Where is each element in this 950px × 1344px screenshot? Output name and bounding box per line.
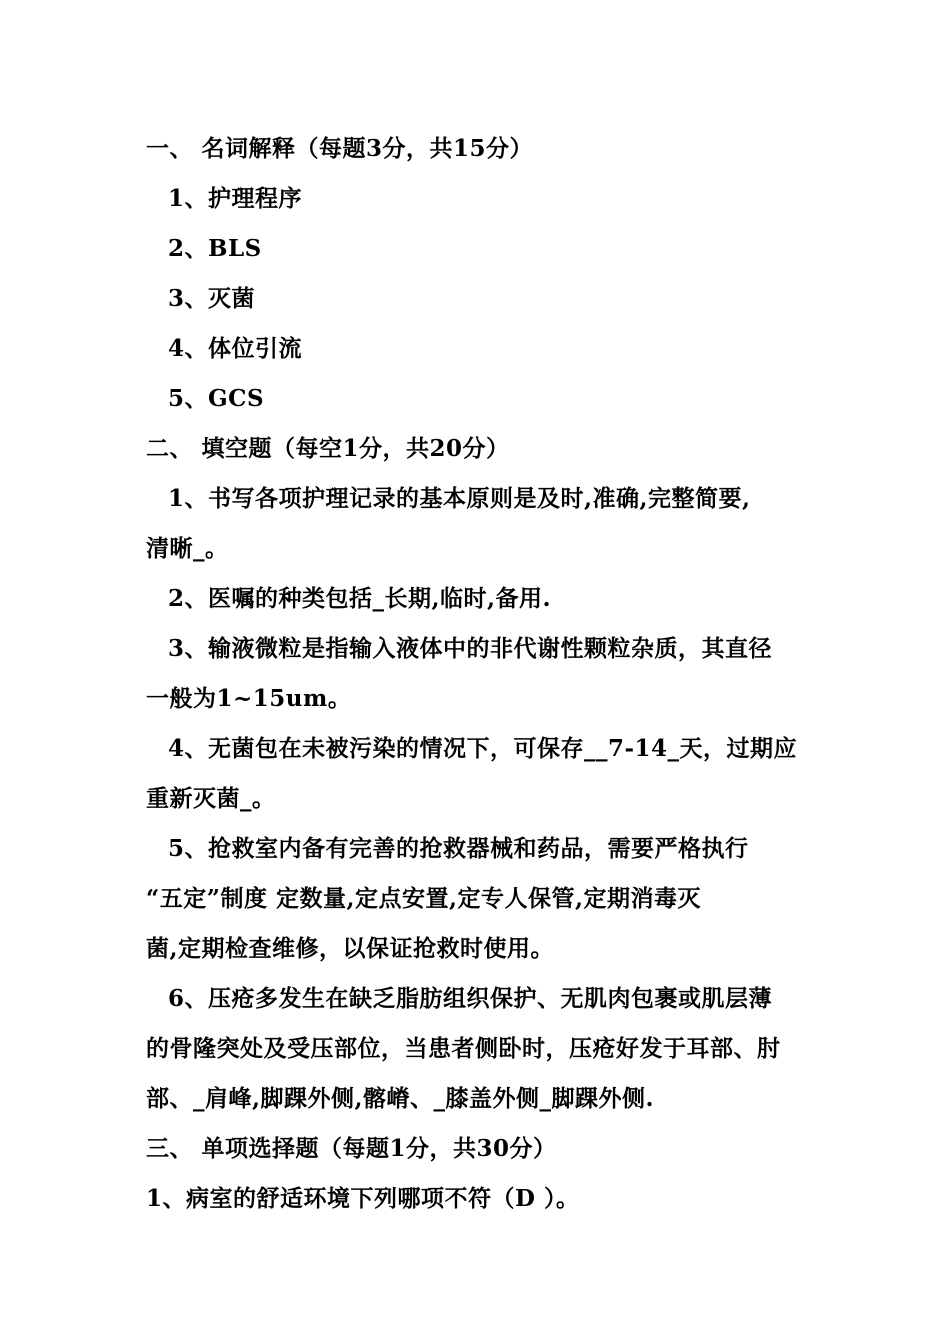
- section-heading-2: 二、 填空题（每空1分，共20分）: [146, 435, 510, 462]
- term-item-3: 3、灭菌: [168, 285, 256, 312]
- fill-blank-1-line-1: 1、书写各项护理记录的基本原则是及时,准确,完整简要,: [168, 485, 751, 512]
- fill-blank-1-line-2: 清晰_。: [146, 535, 229, 562]
- fill-blank-5-line-3: 菌,定期检查维修，以保证抢救时使用。: [146, 935, 555, 962]
- fill-blank-6-line-2: 的骨隆突处及受压部位，当患者侧卧时，压疮好发于耳部、肘: [146, 1035, 781, 1062]
- section-heading-1: 一、 名词解释（每题3分，共15分）: [146, 135, 534, 162]
- fill-blank-5-line-2: “五定”制度 定数量,定点安置,定专人保管,定期消毒灭: [146, 885, 701, 912]
- term-item-1: 1、护理程序: [168, 185, 303, 212]
- term-item-2: 2、BLS: [168, 235, 262, 262]
- term-item-5: 5、GCS: [168, 385, 265, 412]
- fill-blank-6-line-3: 部、_肩峰,脚踝外侧,髂嵴、_膝盖外侧_脚踝外侧.: [146, 1085, 655, 1112]
- choice-question-1: 1、病室的舒适环境下列哪项不符（D ）。: [146, 1185, 580, 1212]
- fill-blank-3-line-1: 3、输液微粒是指输入液体中的非代谢性颗粒杂质，其直径: [168, 635, 773, 662]
- term-item-4: 4、体位引流: [168, 335, 303, 362]
- fill-blank-4-line-1: 4、无菌包在未被污染的情况下，可保存__7-14_天，过期应: [168, 735, 798, 762]
- fill-blank-4-line-2: 重新灭菌_。: [146, 785, 276, 812]
- fill-blank-6-line-1: 6、压疮多发生在缺乏脂肪组织保护、无肌肉包裹或肌层薄: [168, 985, 773, 1012]
- fill-blank-2: 2、医嘱的种类包括_长期,临时,备用.: [168, 585, 552, 612]
- section-heading-3: 三、 单项选择题（每题1分，共30分）: [146, 1135, 557, 1162]
- fill-blank-3-line-2: 一般为1~15um。: [146, 685, 352, 712]
- fill-blank-5-line-1: 5、抢救室内备有完善的抢救器械和药品，需要严格执行: [168, 835, 749, 862]
